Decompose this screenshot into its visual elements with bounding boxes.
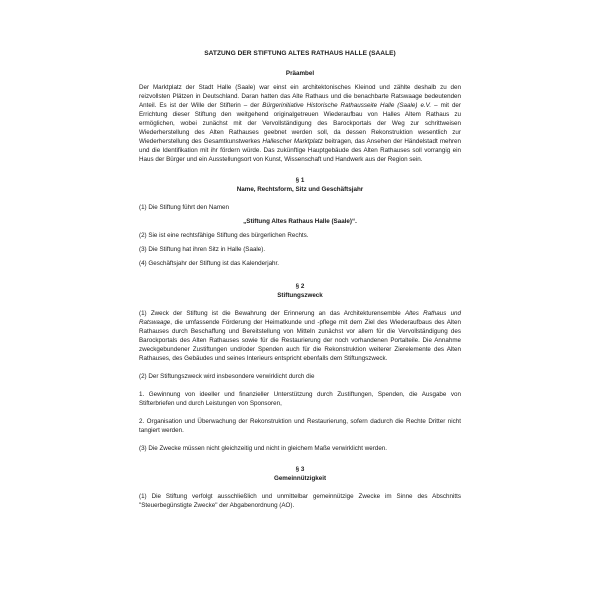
section-1-paragraph-3: (3) Die Stiftung hat ihren Sitz in Halle (Saale). <box>139 246 266 253</box>
preamble-heading: Präambel <box>285 70 315 77</box>
section-2-paragraph-2: (2) Der Stiftungszweck wird insbesondere verwirklicht durch die <box>139 373 315 380</box>
preamble-text: Der Marktplatz der Stadt Halle (Saale) war einst ein architektonisches Kleinod und zählte deshalb zu den reizvollsten Plätzen in Deutschland. Daran hatten das Alte Rathaus und die benachbarte Ratswaage bedeutenden Anteil. Es ist der Wille der Stifterin – der Bürgerinitiative Historische Rathausseite Halle (Saale) e.V. – mit der Errichtung dieser Stiftung den weitgehend originalgetreuen Wiederaufbau von Halles Altem Rathaus zu ermöglichen, wobei zunächst mit der Vervollständigung des Barockportals der Weg zur schrittweisen Wiederherstellung des Alten Rathauses geebnet werden soll, da dessen Rekonstruktion wesentlich zur Wiederherstellung des Gesamtkunstwerkes Hallescher Marktplatz beitragen, das Ansehen der Händelstadt mehren und die Identifikation mit ihr fördern würde. Das zukünftige Hauptgebäude des Alten Rathauses soll vorrangig ein Haus der Bürger und ein Ausstellungsort von Kunst, Wissenschaft und Handwerk aus der Region sein. <box>139 84 462 163</box>
section-3-number: § 3 <box>295 466 305 473</box>
section-1-paragraph-1: (1) Die Stiftung führt den Namen <box>139 204 229 211</box>
section-2-paragraph-1: (1) Zweck der Stiftung ist die Bewahrung der Erinnerung an das Architekturensemble Altes Rathaus und Ratswaage, die umfassende Förderung der Heimatkunde und -pflege mit dem Ziel des Wiederaufbaus des Alten Rathauses durch Beschaffung und Bereitstellung von Mitteln zunächst vor allem für die Vervollständigung des Barockportals des Alten Rathauses sowie für die Restaurierung der noch vorhandenen Portalteile. Die Annahme zweckgebundener Zustiftungen und/oder Spenden auch für die Rekonstruktion weiterer Zierelemente des Alten Rathauses, des Gebäudes und seines Interieurs entspricht ebenfalls dem Stiftungszweck. <box>139 310 461 362</box>
section-2-number: § 2 <box>295 283 305 290</box>
section-1-heading: Name, Rechtsform, Sitz und Geschäftsjahr <box>236 186 364 193</box>
foundation-name: „Stiftung Altes Rathaus Halle (Saale)“. <box>243 218 357 225</box>
section-1-paragraph-4: (4) Geschäftsjahr der Stiftung ist das Kalenderjahr. <box>139 260 280 267</box>
section-3-heading: Gemeinnützigkeit <box>273 475 327 482</box>
section-2-heading: Stiftungszweck <box>277 292 323 299</box>
document-title: SATZUNG DER STIFTUNG ALTES RATHAUS HALLE (SAALE) <box>204 50 396 57</box>
section-3-paragraph-1: (1) Die Stiftung verfolgt ausschließlich und unmittelbar gemeinnützige Zwecke im Sinne des Abschnitts "Steuerbegünstigte Zwecke" der Abgabenordnung (AO). <box>139 493 461 509</box>
section-2-paragraph-3: (3) Die Zwecke müssen nicht gleichzeitig und nicht in gleichem Maße verwirklicht werden. <box>139 445 388 452</box>
section-2-item-1: 1. Gewinnung von ideeller und finanzieller Unterstützung durch Zustiftungen, Spenden, die Ausgabe von Stifterbriefen und durch Leistungen von Sponsoren, <box>139 391 461 407</box>
section-1-number: § 1 <box>295 177 305 184</box>
section-1-paragraph-2: (2) Sie ist eine rechtsfähige Stiftung des bürgerlichen Rechts. <box>139 232 309 239</box>
section-2-item-2: 2. Organisation und Überwachung der Rekonstruktion und Restaurierung, sofern dadurch die Rechte Dritter nicht tangiert werden. <box>139 418 461 434</box>
